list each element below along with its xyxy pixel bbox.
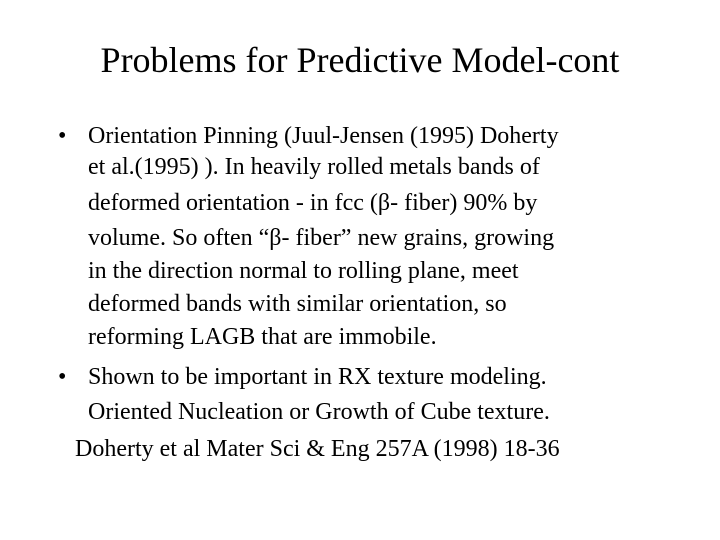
bullet-text-line: reforming LAGB that are immobile. [88,324,437,350]
reference-citation: Doherty et al Mater Sci & Eng 257A (1998) 18-36 [75,436,560,462]
bullet-text-line: et al.(1995) ). In heavily rolled metals bands of [88,154,540,180]
bullet-text-line: deformed bands with similar orientation, so [88,291,507,317]
slide-title: Problems for Predictive Model-cont [100,40,620,80]
bullet-marker: • [58,364,67,390]
bullet-marker: • [58,123,67,149]
bullet-text-line: Shown to be important in RX texture modeling. [88,364,547,390]
bullet-text-line: Oriented Nucleation or Growth of Cube texture. [88,399,550,425]
bullet-text-line: volume. So often “β- fiber” new grains, growing [88,225,555,251]
bullet-text-line: deformed orientation - in fcc (β- fiber) 90% by [88,190,538,216]
bullet-text-line: in the direction normal to rolling plane, meet [88,258,519,284]
bullet-text-line: Orientation Pinning (Juul-Jensen (1995) Doherty [88,123,559,149]
